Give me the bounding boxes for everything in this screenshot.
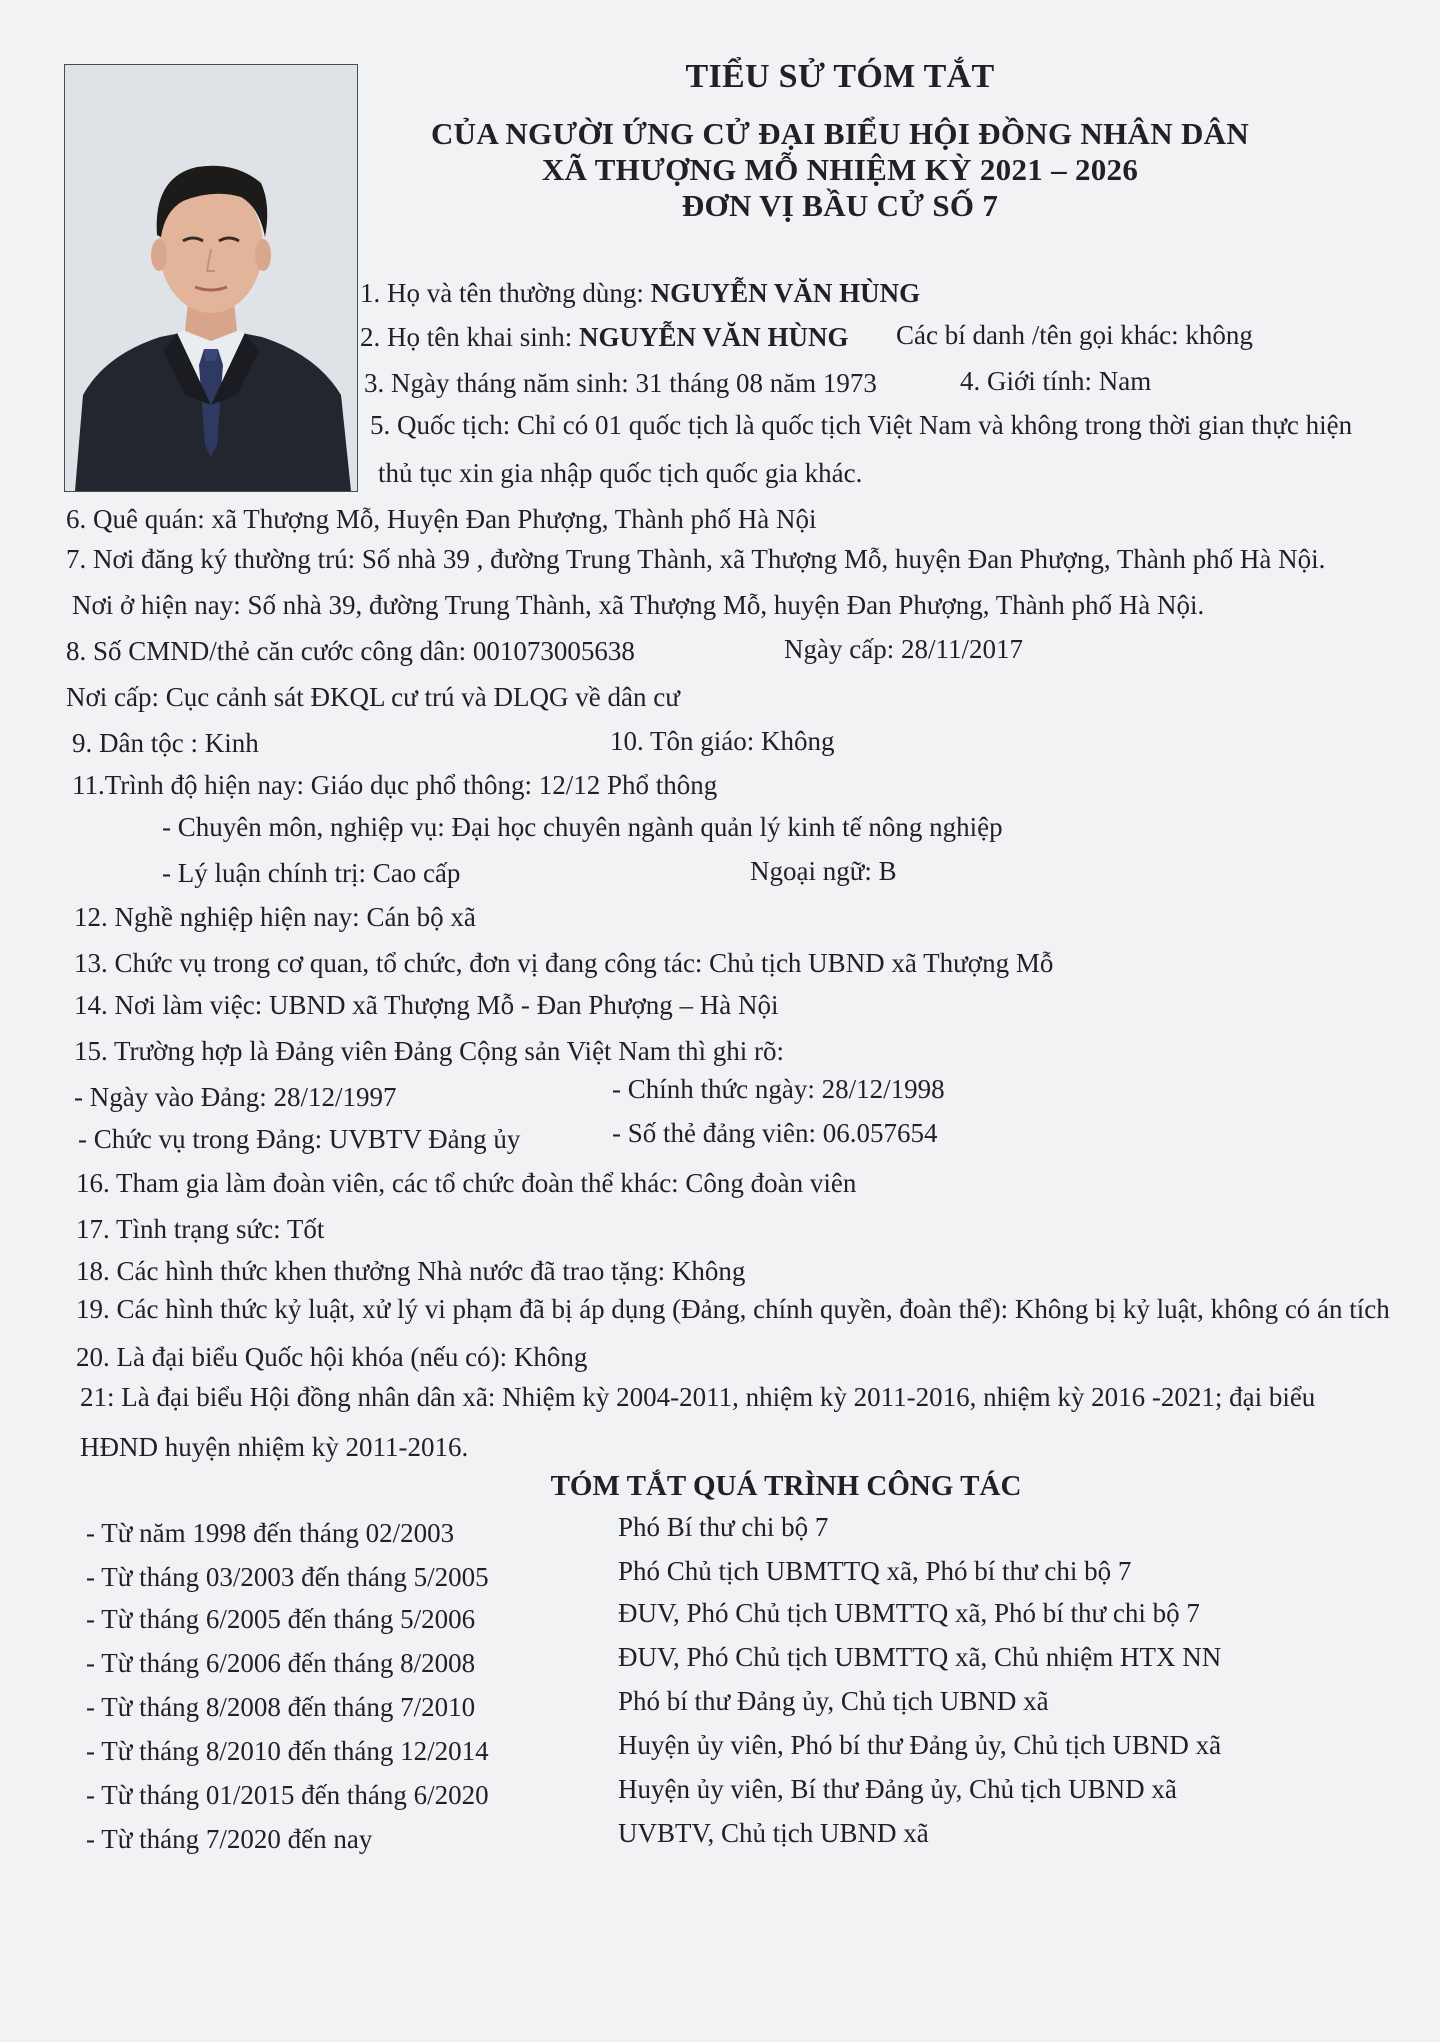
work-history-role: ĐUV, Phó Chủ tịch UBMTTQ xã, Chủ nhiệm HTX NN — [618, 1642, 1222, 1672]
field-common-name-label: 1. Họ và tên thường dùng: — [360, 278, 651, 308]
field-common-name-value: NGUYỄN VĂN HÙNG — [650, 278, 921, 308]
field-party-position: - Chức vụ trong Đảng: UVBTV Đảng ủy — [78, 1124, 521, 1154]
field-gender: 4. Giới tính: Nam — [960, 366, 1152, 396]
field-aliases: Các bí danh /tên gọi khác: không — [896, 320, 1253, 350]
field-current-residence: Nơi ở hiện nay: Số nhà 39, đường Trung Thành, xã Thượng Mỗ, huyện Đan Phượng, Thành phố Hà Nội. — [72, 590, 1205, 620]
field-permanent-residence: 7. Nơi đăng ký thường trú: Số nhà 39 , đường Trung Thành, xã Thượng Mỗ, huyện Đan Phượng, Thành phố Hà Nội. — [66, 544, 1326, 574]
work-history-period: - Từ tháng 01/2015 đến tháng 6/2020 — [86, 1780, 489, 1810]
field-ethnicity: 9. Dân tộc : Kinh — [72, 728, 259, 758]
work-history-role: Phó bí thư Đảng ủy, Chủ tịch UBND xã — [618, 1686, 1049, 1716]
work-history-period: - Từ tháng 8/2008 đến tháng 7/2010 — [86, 1692, 476, 1722]
portrait-image — [65, 65, 357, 491]
work-history-role: Phó Chủ tịch UBMTTQ xã, Phó bí thư chi bộ 7 — [618, 1556, 1132, 1586]
document-subtitle-1: CỦA NGƯỜI ỨNG CỬ ĐẠI BIỂU HỘI ĐỒNG NHÂN DÂN — [430, 116, 1250, 151]
field-political-theory: - Lý luận chính trị: Cao cấp — [162, 858, 461, 888]
document-subtitle-3: ĐƠN VỊ BẦU CỬ SỐ 7 — [681, 188, 999, 223]
field-national-assembly: 20. Là đại biểu Quốc hội khóa (nếu có): Không — [76, 1342, 588, 1372]
work-history-role: ĐUV, Phó Chủ tịch UBMTTQ xã, Phó bí thư chi bộ 7 — [618, 1598, 1200, 1628]
field-id-issue-date: Ngày cấp: 28/11/2017 — [784, 634, 1023, 664]
work-history-role: Phó Bí thư chi bộ 7 — [618, 1512, 829, 1542]
field-education: 11.Trình độ hiện nay: Giáo dục phổ thông: 12/12 Phổ thông — [72, 770, 718, 800]
work-history-role: Huyện ủy viên, Phó bí thư Đảng ủy, Chủ tịch UBND xã — [618, 1730, 1222, 1760]
field-party-official-date: - Chính thức ngày: 28/12/1998 — [612, 1074, 945, 1104]
field-nationality-line-2: thủ tục xin gia nhập quốc tịch quốc gia khác. — [378, 458, 863, 488]
field-id-issue-place: Nơi cấp: Cục cảnh sát ĐKQL cư trú và DLQG về dân cư — [66, 682, 680, 712]
document-title: TIỂU SỬ TÓM TẮT — [685, 58, 995, 95]
work-history-role: UVBTV, Chủ tịch UBND xã — [618, 1818, 929, 1848]
document-subtitle-2: XÃ THƯỢNG MỖ NHIỆM KỲ 2021 – 2026 — [541, 152, 1139, 187]
field-workplace: 14. Nơi làm việc: UBND xã Thượng Mỗ - Đan Phượng – Hà Nội — [74, 990, 779, 1020]
field-foreign-language: Ngoại ngữ: B — [750, 856, 897, 886]
work-history-period: - Từ tháng 8/2010 đến tháng 12/2014 — [86, 1736, 489, 1766]
field-religion: 10. Tôn giáo: Không — [610, 726, 835, 756]
field-party-card-number: - Số thẻ đảng viên: 06.057654 — [612, 1118, 938, 1148]
work-history-role: Huyện ủy viên, Bí thư Đảng ủy, Chủ tịch UBND xã — [618, 1774, 1177, 1804]
field-organizations: 16. Tham gia làm đoàn viên, các tổ chức đoàn thể khác: Công đoàn viên — [76, 1168, 857, 1198]
field-party-member: 15. Trường hợp là Đảng viên Đảng Cộng sản Việt Nam thì ghi rõ: — [74, 1036, 785, 1066]
field-health: 17. Tình trạng sức: Tốt — [76, 1214, 325, 1244]
field-hometown: 6. Quê quán: xã Thượng Mỗ, Huyện Đan Phượng, Thành phố Hà Nội — [66, 504, 817, 534]
field-birth-name-label: 2. Họ tên khai sinh: — [360, 322, 579, 352]
portrait-photo — [64, 64, 358, 492]
field-common-name — [360, 278, 920, 309]
work-history-period: - Từ năm 1998 đến tháng 02/2003 — [86, 1518, 455, 1548]
field-birth-date: 3. Ngày tháng năm sinh: 31 tháng 08 năm 1973 — [364, 368, 877, 398]
field-birth-name-value: NGUYỄN VĂN HÙNG — [578, 322, 849, 352]
field-occupation: 12. Nghề nghiệp hiện nay: Cán bộ xã — [74, 902, 476, 932]
work-history-period: - Từ tháng 6/2005 đến tháng 5/2006 — [86, 1604, 476, 1634]
work-history-title: TÓM TẮT QUÁ TRÌNH CÔNG TÁC — [550, 1470, 1022, 1502]
field-party-join-date: - Ngày vào Đảng: 28/12/1997 — [74, 1082, 397, 1112]
field-position: 13. Chức vụ trong cơ quan, tổ chức, đơn vị đang công tác: Chủ tịch UBND xã Thượng Mỗ — [74, 948, 1054, 978]
work-history-period: - Từ tháng 6/2006 đến tháng 8/2008 — [86, 1648, 476, 1678]
field-council-terms-line-2: HĐND huyện nhiệm kỳ 2011-2016. — [80, 1432, 469, 1462]
field-council-terms-line-1: 21: Là đại biểu Hội đồng nhân dân xã: Nhiệm kỳ 2004-2011, nhiệm kỳ 2011-2016, nhiệm kỳ 2016 -2021; đại biểu — [80, 1382, 1316, 1412]
field-awards: 18. Các hình thức khen thưởng Nhà nước đã trao tặng: Không — [76, 1256, 746, 1286]
field-id-number: 8. Số CMND/thẻ căn cước công dân: 001073005638 — [66, 636, 635, 666]
field-birth-name — [360, 322, 849, 353]
field-discipline: 19. Các hình thức kỷ luật, xử lý vi phạm đã bị áp dụng (Đảng, chính quyền, đoàn thể): Không bị kỷ luật, không có án tích — [76, 1294, 1390, 1324]
work-history-period: - Từ tháng 03/2003 đến tháng 5/2005 — [86, 1562, 489, 1592]
field-nationality-line-1: 5. Quốc tịch: Chỉ có 01 quốc tịch là quốc tịch Việt Nam và không trong thời gian thực hiện — [370, 410, 1353, 440]
field-specialty: - Chuyên môn, nghiệp vụ: Đại học chuyên ngành quản lý kinh tế nông nghiệp — [162, 812, 1003, 842]
work-history-period: - Từ tháng 7/2020 đến nay — [86, 1824, 373, 1854]
